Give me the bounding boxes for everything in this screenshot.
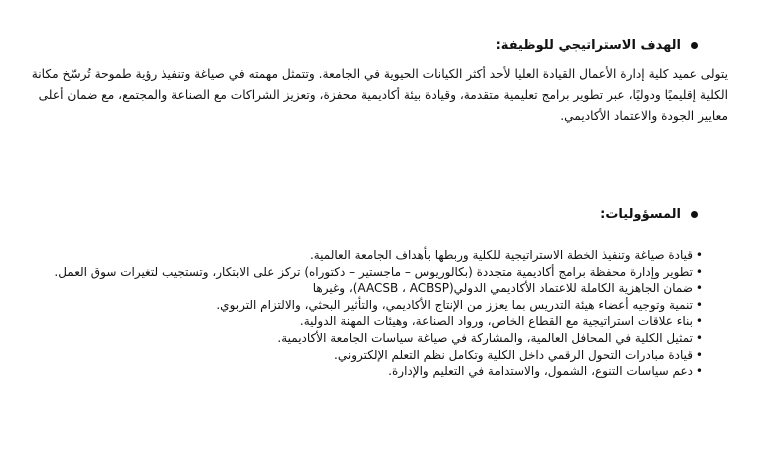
list-item: • تنمية وتوجيه أعضاء هيئة التدريس بما يعزز من الإنتاج الأكاديمي، والتأثير البحثي، والالتزام التربوي.	[43, 297, 703, 314]
bullet-dot-icon	[691, 42, 698, 49]
list-item: • بناء علاقات استراتيجية مع القطاع الخاص، ورواد الصناعة، وهيئات المهنة الدولية.	[43, 313, 703, 330]
bullet-dot-icon	[691, 211, 698, 218]
responsibilities-list	[43, 247, 703, 380]
list-item: • دعم سياسات التنوع، الشمول، والاستدامة في التعليم والإدارة.	[43, 363, 703, 380]
objective-heading-text: الهدف الاستراتيجي للوظيفة:	[495, 38, 681, 53]
list-item: • قيادة مبادرات التحول الرقمي داخل الكلية وتكامل نظم التعلم الإلكتروني.	[43, 347, 703, 364]
list-item: • تمثيل الكلية في المحافل العالمية، والمشاركة في صياغة سياسات الجامعة الأكاديمية.	[43, 330, 703, 347]
responsibilities-heading	[600, 207, 698, 222]
list-item: • قيادة صياغة وتنفيذ الخطة الاستراتيجية للكلية وربطها بأهداف الجامعة العالمية.	[43, 247, 703, 264]
objective-paragraph: يتولى عميد كلية إدارة الأعمال القيادة العليا لأحد أكثر الكيانات الحيوية في الجامعة. وتتمثل مهمته في صياغة وتنفيذ رؤية طموحة تُرسّخ مكانة الكلية إقليميًا ودوليًا، عبر تطوير برامج تعليمية متقدمة، وقيادة بيئة أكاديمية محفزة، وتعزيز الشراكات مع الصناعة والمجتمع، مع ضمان أعلى معايير الجودة والاعتماد الأكاديمي.	[31, 67, 728, 123]
objective-heading	[496, 38, 698, 53]
list-item: • تطوير وإدارة محفظة برامج أكاديمية متجددة (بكالوريوس – ماجستير – دكتوراه) تركز على الابتكار، وتستجيب لتغيرات سوق العمل.	[43, 264, 703, 281]
responsibilities-heading-text: المسؤوليات:	[600, 207, 681, 222]
list-item: • ضمان الجاهزية الكاملة للاعتماد الأكاديمي الدولي(AACSB ، ACBSP)، وغيرها	[43, 280, 703, 297]
